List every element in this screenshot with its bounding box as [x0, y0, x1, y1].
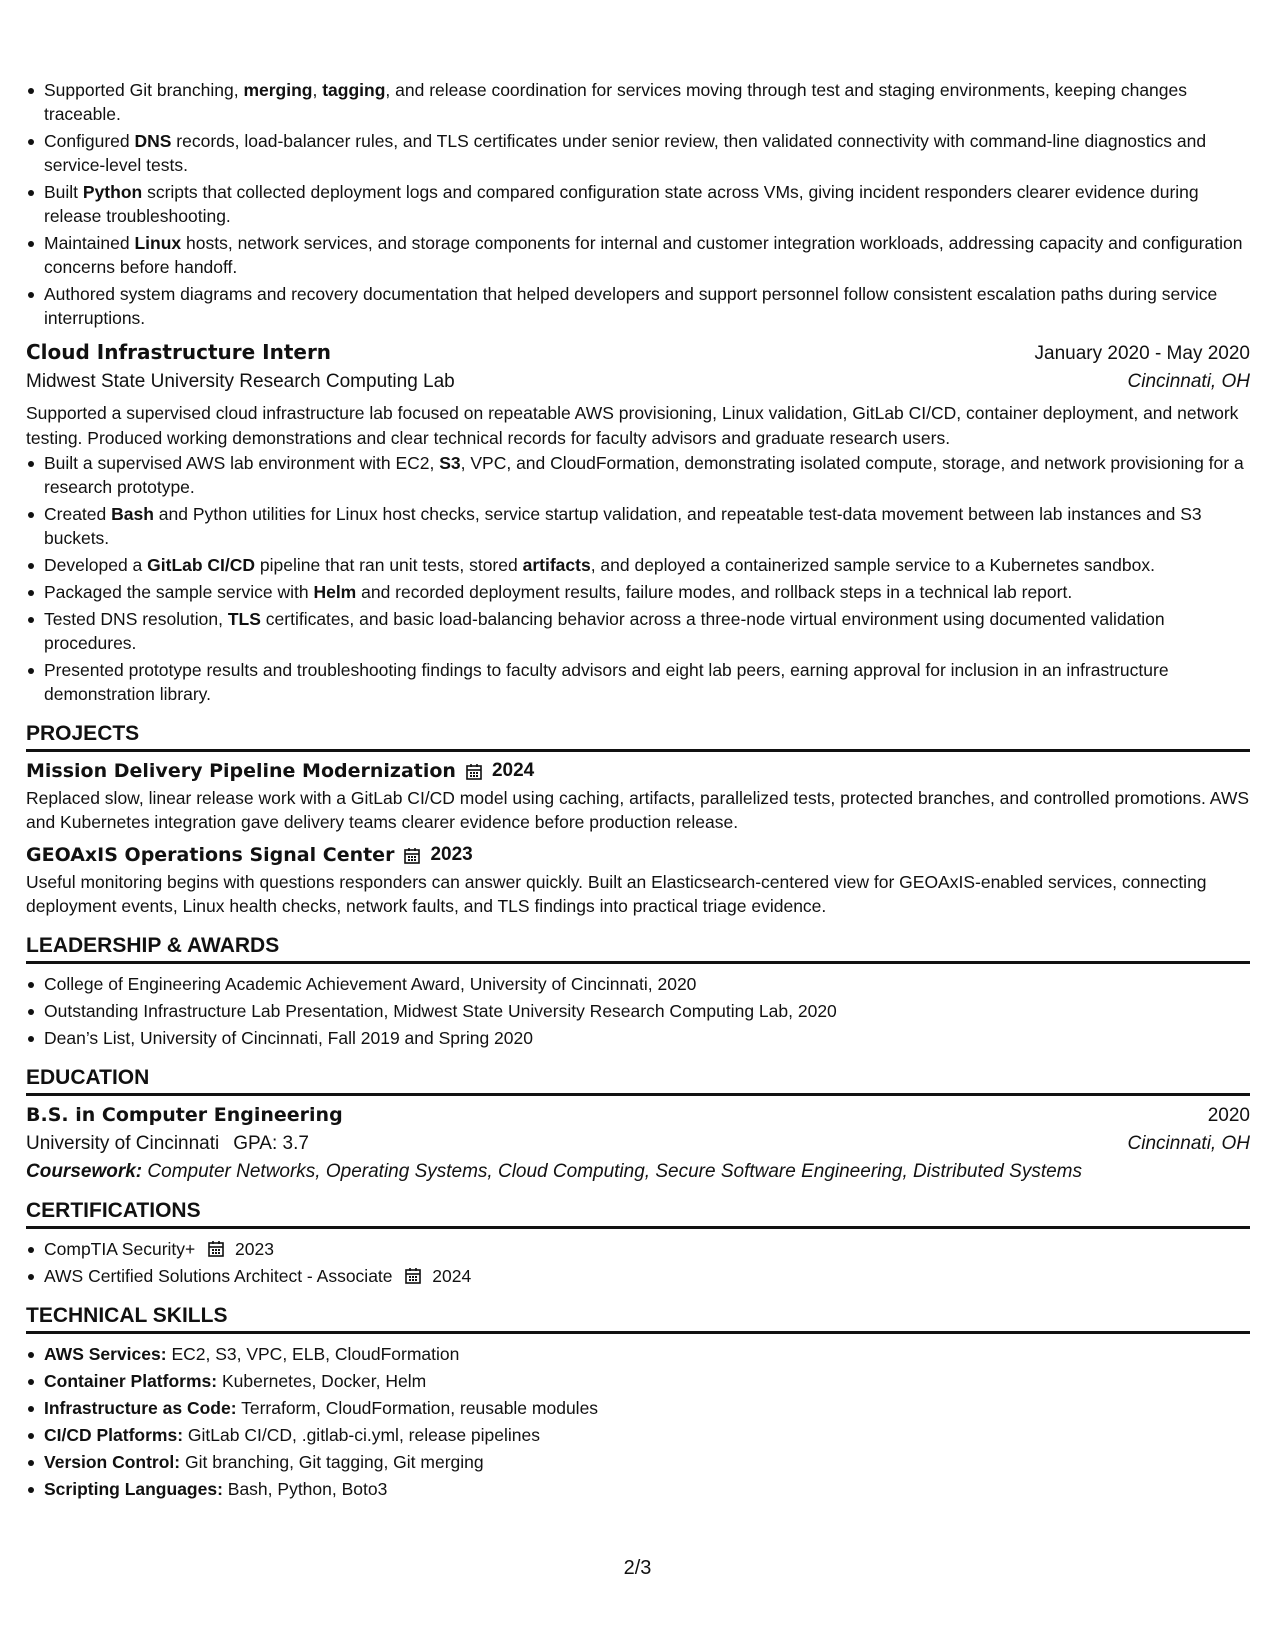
school-location: Cincinnati, OH — [1127, 1133, 1250, 1154]
skill-label: CI/CD Platforms: — [44, 1425, 184, 1445]
list-item — [26, 1342, 1250, 1366]
list-item — [26, 1450, 1250, 1474]
list-item: Maintained Linux hosts, network services, and storage components for internal and customer integration workloads, addressing capacity and configuration concerns before handoff. — [26, 231, 1250, 279]
project-description: Replaced slow, linear release work with a GitLab CI/CD model using caching, artifacts, parallelized tests, protected branches, and controlled promotions. AWS and Kubernetes integration gave delivery teams clearer evidence before production release. — [26, 788, 1250, 832]
list-item: Built a supervised AWS lab environment with EC2, S3, VPC, and CloudFormation, demonstrating isolated compute, storage, and network provisioning for a research prototype. — [26, 451, 1250, 499]
list-item — [26, 1396, 1250, 1420]
skills-list — [26, 1342, 1250, 1501]
page-number: 2/3 — [623, 1557, 652, 1579]
section-heading-certifications: CERTIFICATIONS — [26, 1199, 1250, 1229]
job-dates: January 2020 - May 2020 — [1034, 343, 1250, 364]
previous-job-bullets — [26, 78, 1250, 330]
education-subheader — [26, 1133, 1250, 1155]
graduation-year: 2020 — [1207, 1105, 1250, 1126]
skill-value: GitLab CI/CD, .gitlab-ci.yml, release pipelines — [187, 1425, 541, 1445]
calendar-icon — [466, 763, 482, 780]
project-title: GEOAxIS Operations Signal Center — [26, 844, 395, 866]
list-item — [26, 1237, 1250, 1261]
skill-label: Scripting Languages: — [44, 1479, 223, 1499]
list-item: Presented prototype results and troubleshooting findings to faculty advisors and eight lab peers, earning approval for inclusion in an infrastructure demonstration library. — [26, 658, 1250, 706]
job-subheader — [26, 371, 1250, 393]
leadership-list — [26, 972, 1250, 1050]
list-item — [26, 1423, 1250, 1447]
certification-year: 2023 — [235, 1239, 274, 1259]
calendar-icon — [405, 1267, 421, 1284]
skill-value: Kubernetes, Docker, Helm — [221, 1371, 427, 1391]
resume-content — [26, 78, 1250, 1504]
gpa: GPA: 3.7 — [233, 1133, 309, 1154]
list-item: Outstanding Infrastructure Lab Presentation, Midwest State University Research Computing Lab, 2020 — [26, 999, 1250, 1023]
section-heading-leadership: LEADERSHIP & AWARDS — [26, 934, 1250, 964]
job-title: Cloud Infrastructure Intern — [26, 340, 332, 364]
list-item: Tested DNS resolution, TLS certificates, and basic load-balancing behavior across a three-node virtual environment using documented validation procedures. — [26, 607, 1250, 655]
list-item: Created Bash and Python utilities for Linux host checks, service startup validation, and repeatable test-data movement between lab instances and S3 buckets. — [26, 502, 1250, 550]
calendar-icon — [208, 1240, 224, 1257]
list-item: Built Python scripts that collected deployment logs and compared configuration state across VMs, giving incident responders clearer evidence during release troubleshooting. — [26, 180, 1250, 228]
list-item: Dean’s List, University of Cincinnati, Fall 2019 and Spring 2020 — [26, 1026, 1250, 1050]
job-organization: Midwest State University Research Computing Lab — [26, 371, 455, 392]
list-item — [26, 1369, 1250, 1393]
certification-name: AWS Certified Solutions Architect - Associate — [44, 1266, 393, 1286]
project-item — [26, 760, 1250, 834]
skill-value: Terraform, CloudFormation, reusable modules — [241, 1398, 599, 1418]
list-item: Developed a GitLab CI/CD pipeline that ran unit tests, stored artifacts, and deployed a containerized sample service to a Kubernetes sandbox. — [26, 553, 1250, 577]
skill-label: Version Control: — [44, 1452, 181, 1472]
skill-label: Container Platforms: — [44, 1371, 218, 1391]
project-year: 2023 — [430, 844, 473, 865]
list-item: Configured DNS records, load-balancer rules, and TLS certificates under senior review, then validated connectivity with command-line diagnostics and service-level tests. — [26, 129, 1250, 177]
job-location: Cincinnati, OH — [1127, 371, 1250, 392]
skill-value: Bash, Python, Boto3 — [227, 1479, 388, 1499]
degree: B.S. in Computer Engineering — [26, 1104, 343, 1126]
certification-name: CompTIA Security+ — [44, 1239, 196, 1259]
skill-label: AWS Services: — [44, 1344, 167, 1364]
coursework-label: Coursework: — [26, 1161, 143, 1182]
intern-bullets — [26, 451, 1250, 706]
project-description: Useful monitoring begins with questions responders can answer quickly. Built an Elasticsearch-centered view for GEOAxIS-enabled services, connecting deployment events, Linux health checks, network faults, and TLS findings into practical triage evidence. — [26, 872, 1207, 916]
section-heading-projects: PROJECTS — [26, 722, 1250, 752]
coursework — [26, 1161, 1250, 1183]
list-item: College of Engineering Academic Achievement Award, University of Cincinnati, 2020 — [26, 972, 1250, 996]
list-item: Authored system diagrams and recovery documentation that helped developers and support personnel follow consistent escalation paths during service interruptions. — [26, 282, 1250, 330]
job-header — [26, 340, 1250, 365]
section-heading-skills: TECHNICAL SKILLS — [26, 1304, 1250, 1334]
certification-year: 2024 — [432, 1266, 472, 1286]
skill-label: Infrastructure as Code: — [44, 1398, 237, 1418]
project-title: Mission Delivery Pipeline Modernization — [26, 760, 456, 782]
project-item — [26, 844, 1250, 918]
certifications-list — [26, 1237, 1250, 1288]
list-item: Packaged the sample service with Helm and recorded deployment results, failure modes, and rollback steps in a technical lab report. — [26, 580, 1250, 604]
calendar-icon — [404, 847, 420, 864]
list-item — [26, 1264, 1250, 1288]
project-year: 2024 — [491, 760, 535, 781]
coursework-list: Computer Networks, Operating Systems, Cloud Computing, Secure Software Engineering, Distributed Systems — [147, 1161, 1082, 1182]
education-header — [26, 1104, 1250, 1127]
section-heading-education: EDUCATION — [26, 1066, 1250, 1096]
school-name: University of Cincinnati — [26, 1133, 220, 1154]
skill-value: EC2, S3, VPC, ELB, CloudFormation — [171, 1344, 460, 1364]
list-item: Supported Git branching, merging, tagging, and release coordination for services moving through test and staging environments, keeping changes traceable. — [26, 78, 1250, 126]
skill-value: Git branching, Git tagging, Git merging — [185, 1452, 484, 1472]
list-item — [26, 1477, 1250, 1501]
job-summary: Supported a supervised cloud infrastructure lab focused on repeatable AWS provisioning, Linux validation, GitLab CI/CD, container deployment, and network testing. Produced working demonstrations and clear technical records for faculty advisors and graduate research users. — [26, 403, 1239, 448]
